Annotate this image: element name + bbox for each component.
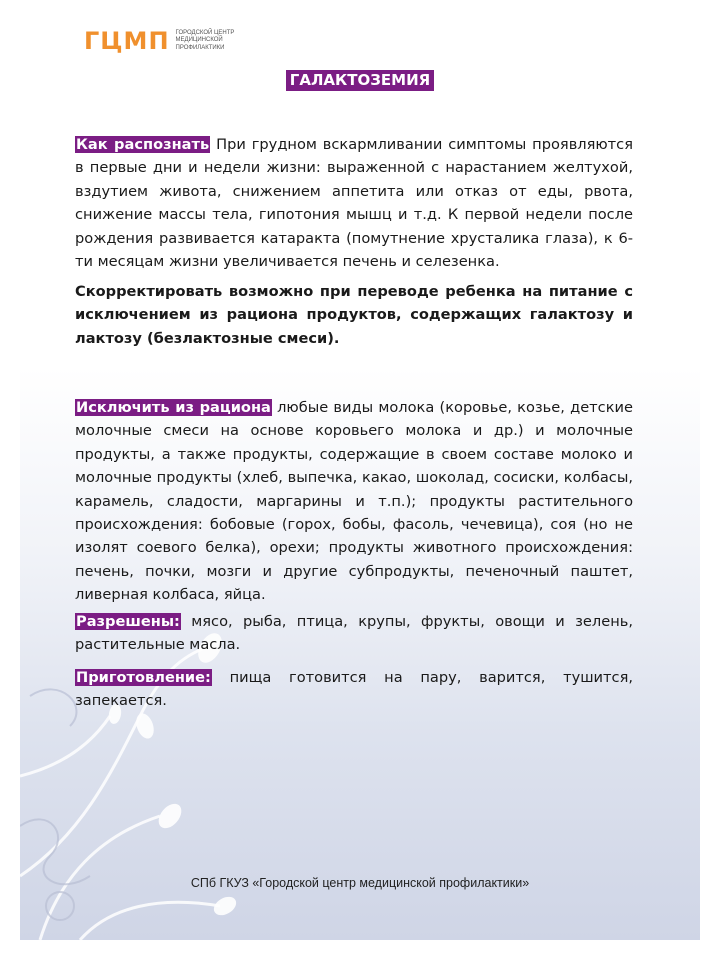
section-text-recognize: При грудном вскармливании симптомы проявляются в первые дни и недели жизни: выраженной с нарастанием желтухой, вздутием живота, снижением аппетита или отказ от еды, рвота, снижение массы тела, гипотония мышц и т.д. К первой недели после рождения развивается катаракта (помутнение хрусталика глаза), к 6-ти месяцам жизни увеличивается печень и селезенка.	[75, 136, 633, 271]
section-text-exclude: любые виды молока (коровье, козье, детские молочные смеси на основе коровьего молока и др.) и молочные продукты, а также продукты, содержащие в своем составе молоко и молочные продукты (хлеб, выпечка, какао, шоколад, сосиски, колбасы, карамель, сладости, маргарины и т.п.); продукты растительного происхождения: бобовые (горох, бобы, фасоль, чечевица), соя (но не изолят соевого белка), орехи; продукты животного происхождения: печень, почки, мозги и другие субпродукты, печеночный паштет, ливерная колбаса, яйца.	[75, 399, 633, 604]
section-exclude	[75, 396, 633, 607]
section-recognize	[75, 133, 633, 273]
section-cooking	[75, 666, 633, 713]
section-text-cooking: пища готовится на пару, варится, тушится, запекается.	[75, 669, 633, 710]
section-label-recognize: Как распознать	[76, 136, 210, 153]
section-allowed	[75, 610, 633, 657]
footer: СПб ГКУЗ «Городской центр медицинской профилактики»	[190, 876, 530, 890]
section-label-exclude: Исключить из рациона	[76, 399, 271, 416]
title-wrap	[20, 70, 700, 91]
logo	[84, 28, 234, 54]
logo-subtitle-line: ГОРОДСКОЙ ЦЕНТР	[175, 29, 235, 36]
page	[20, 16, 700, 940]
logo-subtitle	[176, 30, 235, 53]
logo-mark: ГЦМП	[84, 27, 170, 55]
logo-subtitle-line: ПРОФИЛАКТИКИ	[175, 44, 225, 51]
section-text-allowed: мясо, рыба, птица, крупы, фрукты, овощи и зелень, растительные масла.	[75, 613, 633, 654]
section-label-cooking: Приготовление:	[76, 669, 211, 686]
section-label-allowed: Разрешены:	[76, 613, 180, 630]
page-title: ГАЛАКТОЗЕМИЯ	[286, 70, 434, 91]
logo-subtitle-line: МЕДИЦИНСКОЙ	[175, 37, 223, 44]
section-correction: Скорректировать возможно при переводе ребенка на питание с исключением из рациона продуктов, содержащих галактозу и лактозу (безлактозные смеси).	[75, 283, 633, 347]
